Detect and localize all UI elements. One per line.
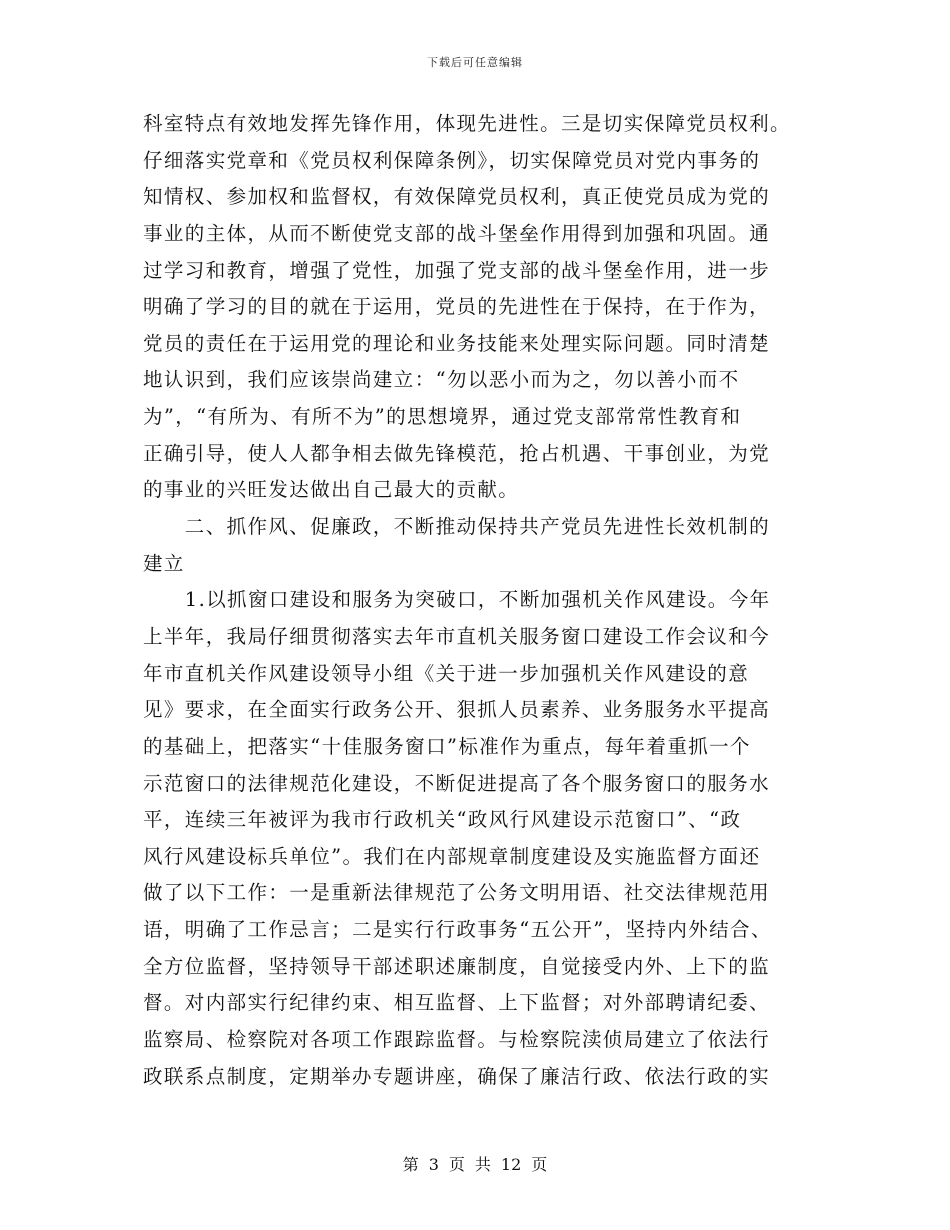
text-line: 风行风建设标兵单位”。我们在内部规章制度建设及实施监督方面还 (143, 844, 761, 868)
page-footer (0, 1152, 950, 1175)
text-line: 知情权、参加权和监督权，有效保障党员权利，真正使党员成为党的 (143, 185, 771, 209)
footer-suffix: 页 (531, 1155, 548, 1174)
text-line: 年市直机关作风建设领导小组《关于进一步加强机关作风建设的意 (143, 661, 750, 685)
footer-total-word: 共 (474, 1155, 491, 1174)
text-line: 做了以下工作：一是重新法律规范了公务文明用语、社交法律规范用 (143, 881, 771, 905)
footer-prefix: 第 (402, 1155, 419, 1174)
text-line: 党员的责任在于运用党的理论和业务技能来处理实际问题。同时清楚 (143, 331, 771, 355)
body-text (143, 106, 813, 1095)
text-line: 见》要求，在全面实行政务公开、狠抓人员素养、业务服务水平提高 (143, 698, 771, 722)
text-line: 示范窗口的法律规范化建设，不断促进提高了各个服务窗口的服务水 (143, 771, 771, 795)
text-line: 地认识到，我们应该崇尚建立：“勿以恶小而为之，勿以善小而不 (143, 368, 740, 392)
text-line: 督。对内部实行纪律约束、相互监督、上下监督；对外部聘请纪委、 (143, 991, 771, 1015)
text-line: 的基础上，把落实“十佳服务窗口”标准作为重点，每年着重抓一个 (143, 734, 751, 758)
text-line: 监察局、检察院对各项工作跟踪监督。与检察院渎侦局建立了依法行 (143, 1028, 771, 1052)
text-line: 平，连续三年被评为我市行政机关“政风行风建设示范窗口”、“政 (143, 808, 742, 832)
text-line: 科室特点有效地发挥先锋作用，体现先进性。三是切实保障党员权利。 (143, 112, 791, 135)
page-header: 下载后可任意编辑 (427, 56, 523, 69)
text-line: 为”，“有所为、有所不为”的思想境界，通过党支部常常性教育和 (143, 405, 742, 429)
text-line: 正确引导，使人人都争相去做先锋模范，抢占机遇、干事创业，为党 (143, 441, 771, 465)
text-line: 上半年，我局仔细贯彻落实去年市直机关服务窗口建设工作会议和今 (143, 624, 771, 648)
text-line: 政联系点制度，定期举办专题讲座，确保了廉洁行政、依法行政的实 (143, 1064, 771, 1088)
text-line: 明确了学习的目的就在于运用，党员的先进性在于保持，在于作为， (143, 295, 771, 319)
text-line: 的事业的兴旺发达做出自己最大的贡献。 (143, 478, 520, 502)
text-line: 全方位监督，坚持领导干部述职述廉制度，自觉接受内外、上下的监 (143, 954, 771, 978)
section-heading-line: 二、抓作风、促廉政，不断推动保持共产党员先进性长效机制的 (143, 515, 771, 539)
text-line: 过学习和教育，增强了党性，加强了党支部的战斗堡垒作用，进一步 (143, 258, 771, 282)
text-line: 仔细落实党章和《党员权利保障条例》，切实保障党员对党内事务的 (143, 148, 761, 172)
footer-page-word: 页 (448, 1155, 465, 1174)
section-heading-line: 建立 (143, 551, 185, 575)
text-line: 事业的主体，从而不断使党支部的战斗堡垒作用得到加强和巩固。通 (143, 221, 771, 245)
total-pages-number: 12 (500, 1155, 522, 1174)
text-line: 1.以抓窗口建设和服务为突破口，不断加强机关作风建设。今年 (143, 588, 771, 612)
current-page-number: 3 (428, 1155, 439, 1174)
text-line: 语，明确了工作忌言；二是实行行政事务“五公开”，坚持内外结合、 (143, 918, 772, 942)
